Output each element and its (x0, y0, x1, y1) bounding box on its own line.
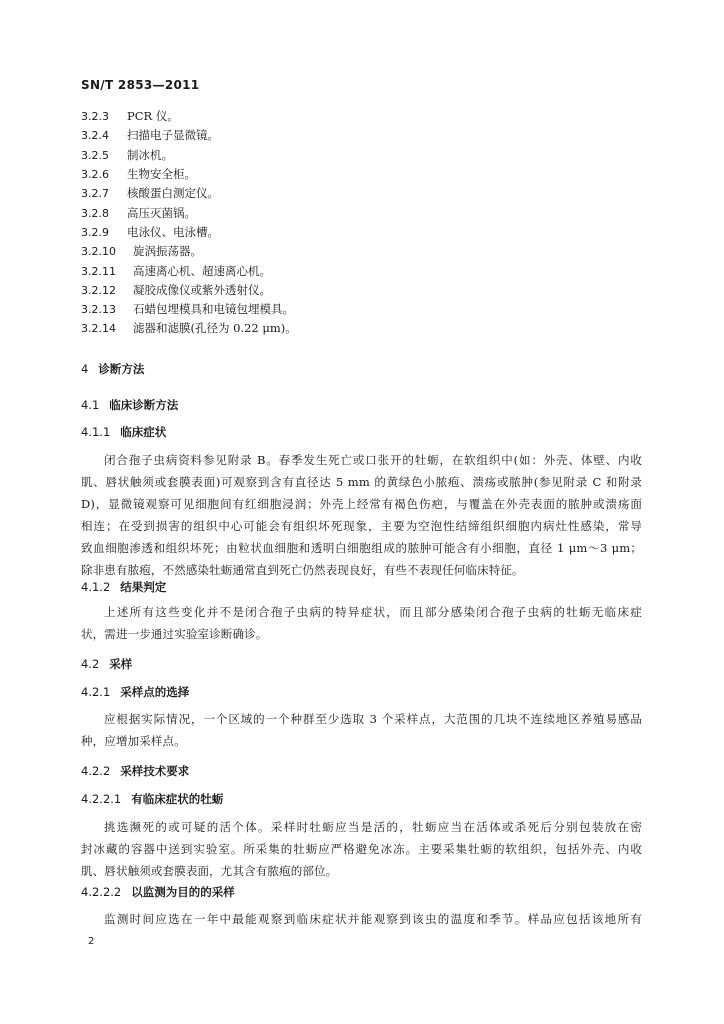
section-number: 4.2.2.2 (81, 885, 122, 899)
item-number: 3.2.14 (81, 322, 116, 335)
section-title: 临床诊断方法 (109, 398, 179, 412)
text-line: 闭合孢子虫病资料参见附录 B。春季发生死亡或口张开的牡蛎，在软组织中(如：外壳、体壁、内收 (104, 453, 642, 467)
section-heading (81, 763, 189, 779)
section-title: 结果判定 (120, 580, 167, 594)
section-heading (81, 684, 189, 700)
item-text: 制冰机。 (127, 148, 173, 162)
text-line: 应根据实际情况，一个区域的一个种群至少选取 3 个采样点，大范围的几块不连续地区养殖易感品 (104, 712, 642, 726)
item-number: 3.2.13 (81, 303, 116, 316)
item-number: 3.2.11 (81, 265, 116, 278)
section-heading (81, 884, 235, 900)
item-text: 滤器和滤膜(孔径为 0.22 μm)。 (133, 321, 297, 335)
section-title: 诊断方法 (98, 362, 145, 376)
text-line: 肌、唇状触须或套膜表面)可观察到含有直径达 5 mm 的黄绿色小脓疱、溃疡或脓肿(参见附录 C 和附录 (81, 475, 642, 489)
section-number: 4.1.1 (81, 425, 111, 439)
section-heading (81, 656, 132, 672)
section-title: 临床症状 (120, 425, 167, 439)
text-line: 挑选濒死的或可疑的活个体。采样时牡蛎应当是活的，牡蛎应当在活体或杀死后分别包装放在密 (104, 820, 642, 834)
item-number: 3.2.8 (81, 207, 109, 220)
paragraph-symptomatic-oysters (81, 816, 642, 882)
item-text: 电泳仪、电泳槽。 (127, 225, 219, 239)
list-item (81, 320, 297, 337)
item-text: 凝胶成像仪或紫外透射仪。 (133, 283, 271, 297)
section-number: 4.2.2 (81, 764, 111, 778)
page-number: 2 (88, 936, 95, 947)
text-line: 监测时间应选在一年中最能观察到临床症状并能观察到该虫的温度和季节。样品应包括该地所有 (104, 912, 642, 926)
section-number: 4.1.2 (81, 580, 111, 594)
text-line: 相连；在受到损害的组织中心可能会有组织坏死现象，主要为空泡性结缔组织细胞内病灶性感染，常导 (81, 519, 642, 533)
paragraph-result-judgment (81, 601, 642, 645)
paragraph-sampling-site (81, 708, 642, 752)
item-number: 3.2.4 (81, 129, 109, 142)
list-item (81, 166, 196, 183)
section-number: 4.2 (81, 657, 100, 671)
item-number: 3.2.10 (81, 245, 116, 258)
paragraph-clinical-symptoms (81, 449, 642, 581)
list-item (81, 205, 196, 222)
section-heading (81, 361, 144, 377)
item-text: 扫描电子显微镜。 (127, 128, 219, 142)
section-number: 4.2.1 (81, 685, 111, 699)
item-number: 3.2.6 (81, 168, 109, 181)
item-number: 3.2.5 (81, 149, 109, 162)
list-item (81, 301, 294, 318)
section-heading (81, 579, 166, 595)
list-item (81, 243, 202, 260)
text-line: 除非患有脓疱，不然感染牡蛎通常直到死亡仍然表现良好，有些不表现任何临床特征。 (81, 563, 524, 577)
item-number: 3.2.7 (81, 187, 109, 200)
item-number: 3.2.12 (81, 284, 116, 297)
section-title: 有临床症状的牡蛎 (131, 792, 224, 806)
section-heading (81, 791, 223, 807)
list-item (81, 185, 219, 202)
section-number: 4.1 (81, 398, 100, 412)
text-line: 肌、唇状触须或套膜表面，尤其含有脓疱的部位。 (81, 864, 338, 878)
text-line: 状，需进一步通过实验室诊断确诊。 (81, 627, 268, 641)
item-text: 旋涡振荡器。 (133, 244, 202, 258)
item-text: PCR 仪。 (127, 109, 179, 123)
item-text: 核酸蛋白测定仪。 (127, 186, 219, 200)
section-heading (81, 424, 166, 440)
section-heading (81, 397, 178, 413)
section-title: 采样点的选择 (120, 685, 190, 699)
list-item (81, 282, 271, 299)
section-title: 以监测为目的的采样 (131, 885, 235, 899)
item-text: 高速离心机、超速离心机。 (133, 264, 271, 278)
section-number: 4 (81, 362, 89, 376)
text-line: D)，显微镜观察可见细胞间有红细胞浸润；外壳上经常有褐色伤疤，与覆盖在外壳表面的脓肿或溃疡面 (81, 497, 642, 511)
item-text: 石蜡包埋模具和电镜包埋模具。 (133, 302, 294, 316)
item-text: 高压灭菌锅。 (127, 206, 196, 220)
item-text: 生物安全柜。 (127, 167, 196, 181)
text-line: 致血细胞渗透和组织坏死；由粒状血细胞和透明白细胞组成的脓肿可能含有小细胞，直径 1 μm～3 μm； (81, 541, 642, 555)
list-item (81, 224, 219, 241)
section-title: 采样 (109, 657, 133, 671)
section-title: 采样技术要求 (120, 764, 190, 778)
list-item (81, 108, 179, 125)
list-item (81, 263, 271, 280)
item-number: 3.2.9 (81, 226, 109, 239)
paragraph-monitoring-sampling (81, 908, 642, 930)
text-line: 种，应增加采样点。 (81, 734, 186, 748)
text-line: 上述所有这些变化并不是闭合孢子虫病的特异症状，而且部分感染闭合孢子虫病的牡蛎无临床症 (104, 605, 642, 619)
text-line: 封冰藏的容器中送到实验室。所采集的牡蛎应严格避免冰冻。主要采集牡蛎的软组织，包括外壳、内收 (81, 842, 642, 856)
section-number: 4.2.2.1 (81, 792, 122, 806)
list-item (81, 127, 219, 144)
list-item (81, 147, 173, 164)
item-number: 3.2.3 (81, 110, 109, 123)
document-header: SN/T 2853—2011 (81, 78, 200, 92)
